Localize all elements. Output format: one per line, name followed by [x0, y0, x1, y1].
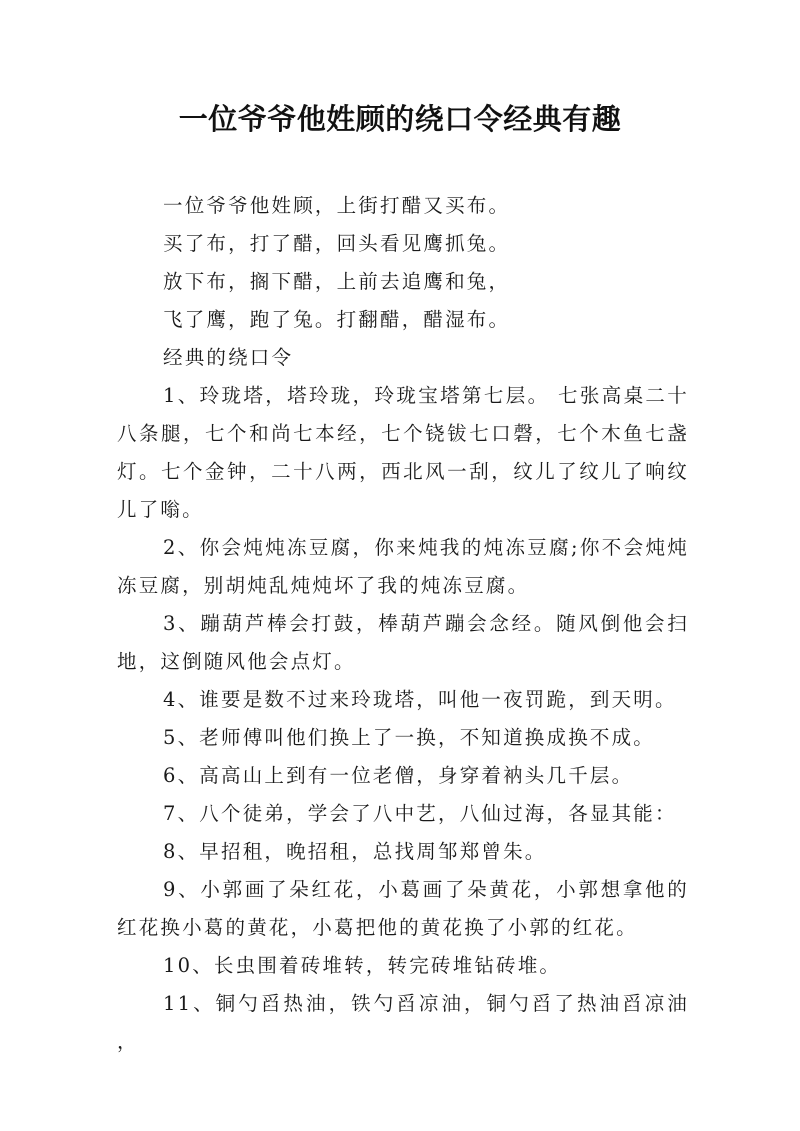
- paragraph: 5、老师傅叫他们换上了一换，不知道换成换不成。: [163, 726, 656, 749]
- paragraph: 6、高高山上到有一位老僧，身穿着衲头几千层。: [163, 764, 634, 787]
- document-title: 一位爷爷他姓顾的绕口令经典有趣: [178, 102, 622, 136]
- paragraph: 11、铜勺舀热油，铁勺舀凉油，铜勺舀了热油舀凉油，: [117, 992, 689, 1053]
- paragraph: 1、玲珑塔，塔玲珑，玲珑宝塔第七层。 七张高桌二十八条腿，七个和尚七本经，七个铙钹七口磬，七个木鱼七盏灯。七个金钟，二十八两，西北风一刮，纹儿了纹儿了响纹儿了嗡。: [117, 384, 689, 521]
- paragraph: 一位爷爷他姓顾，上街打醋又买布。: [163, 194, 511, 217]
- paragraph: 飞了鹰，跑了兔。打翻醋，醋湿布。: [163, 308, 511, 331]
- paragraph: 放下布，搁下醋，上前去追鹰和兔，: [163, 270, 511, 293]
- paragraph: 8、早招租，晚招租，总找周邹郑曾朱。: [163, 840, 547, 863]
- paragraph: 4、谁要是数不过来玲珑塔，叫他一夜罚跪，到天明。: [163, 688, 677, 711]
- paragraph: 买了布，打了醋，回头看见鹰抓兔。: [163, 232, 511, 255]
- paragraph: 7、八个徒弟，学会了八中艺，八仙过海，各显其能：: [163, 802, 677, 825]
- paragraph: 3、蹦葫芦棒会打鼓，棒葫芦蹦会念经。随风倒他会扫地，这倒随风他会点灯。: [117, 612, 689, 673]
- paragraph: 2、你会炖炖冻豆腐，你来炖我的炖冻豆腐;你不会炖炖冻豆腐，别胡炖乱炖炖坏了我的炖冻豆腐。: [117, 536, 689, 597]
- paragraph: 9、小郭画了朵红花，小葛画了朵黄花，小郭想拿他的红花换小葛的黄花，小葛把他的黄花换了小郭的红花。: [117, 878, 689, 939]
- document-body: [117, 187, 689, 1061]
- section-heading: 经典的绕口令: [163, 346, 294, 369]
- paragraph: 10、长虫围着砖堆转，转完砖堆钻砖堆。: [163, 954, 562, 977]
